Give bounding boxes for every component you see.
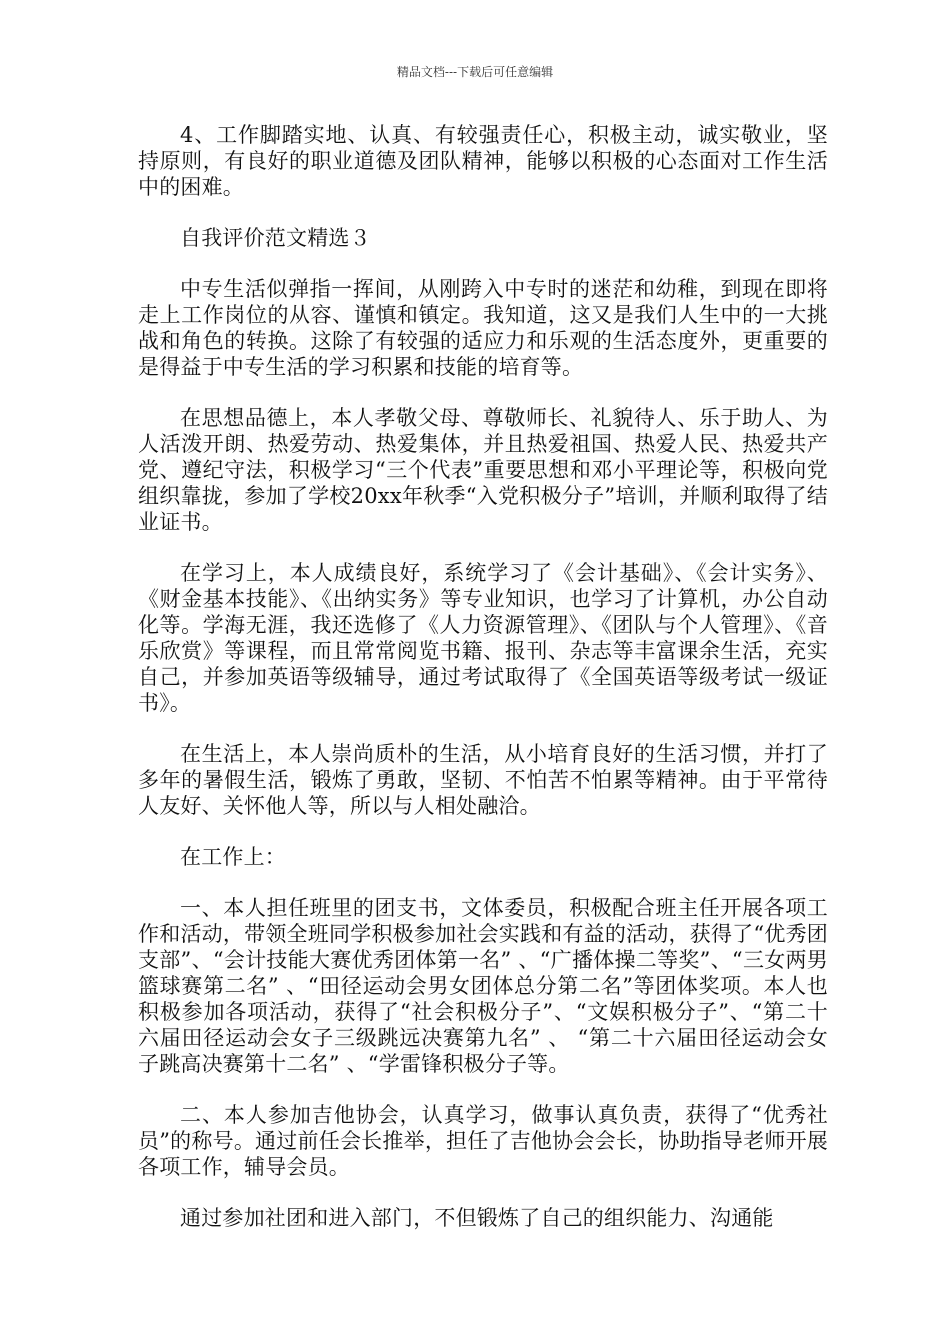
paragraph-work-item-1: 一、本人担任班里的团支书，文体委员，积极配合班主任开展各项工作和活动，带领全班同学积极参加社会实践和有益的活动，获得了“优秀团支部”、“会计技能大赛优秀团体第一名” 、“广播体操二等奖”、“三女两男篮球赛第二名” 、“田径运动会男女团体总分第二名”等团体奖项。本人也积极参加各项活动，获得了“社会积极分子”、“文娱积极分子”、“第二十六届田径运动会女子三级跳远决赛第九名” 、 “第二十六届田径运动会女子跳高决赛第十二名” 、“学雷锋积极分子等。 [138,896,828,1076]
paragraph-work-heading: 在工作上： [180,845,286,869]
paragraph-work-attitude: 4、工作脚踏实地、认真、有较强责任心，积极主动，诚实敬业，坚持原则，有良好的职业道德及团队精神，能够以积极的心态面对工作生活中的困难。 [138,123,828,199]
paragraph-life: 在生活上，本人崇尚质朴的生活，从小培育良好的生活习惯，并打了多年的暑假生活，锻炼了勇敢，坚韧、不怕苦不怕累等精神。由于平常待人友好、关怀他人等，所以与人相处融洽。 [138,742,828,818]
paragraph-conclusion: 通过参加社团和进入部门，不但锻炼了自己的组织能力、沟通能 [180,1206,774,1230]
page-header: 精品文档---下载后可任意编辑 [396,65,554,79]
document-body [138,122,828,1231]
paragraph-study: 在学习上，本人成绩良好，系统学习了《会计基础》、《会计实务》、《财金基本技能》、《出纳实务》等专业知识，也学习了计算机，办公自动化等。学海无涯，我还选修了《人力资源管理》、《团队与个人管理》、《音乐欣赏》等课程，而且常常阅览书籍、报刊、杂志等丰富课余生活，充实自己，并参加英语等级辅导，通过考试取得了《全国英语等级考试一级证书》。 [138,561,828,715]
section-heading: 自我评价范文精选３ [180,226,371,250]
paragraph-work-item-2: 二、本人参加吉他协会，认真学习，做事认真负责，获得了“优秀社员”的称号。通过前任会长推举，担任了吉他协会会长，协助指导老师开展各项工作，辅导会员。 [138,1103,828,1179]
paragraph-intro: 中专生活似弹指一挥间，从刚跨入中专时的迷茫和幼稚，到现在即将走上工作岗位的从容、谨慎和镇定。我知道，这又是我们人生中的一大挑战和角色的转换。这除了有较强的适应力和乐观的生活态度外，更重要的是得益于中专生活的学习积累和技能的培育等。 [138,277,828,379]
paragraph-morality: 在思想品德上，本人孝敬父母、尊敬师长、礼貌待人、乐于助人、为人活泼开朗、热爱劳动、热爱集体，并且热爱祖国、热爱人民、热爱共产党、遵纪守法，积极学习“三个代表”重要思想和邓小平理论等，积极向党组织靠拢，参加了学校20xx年秋季“入党积极分子”培训，并顺利取得了结业证书。 [138,406,828,534]
